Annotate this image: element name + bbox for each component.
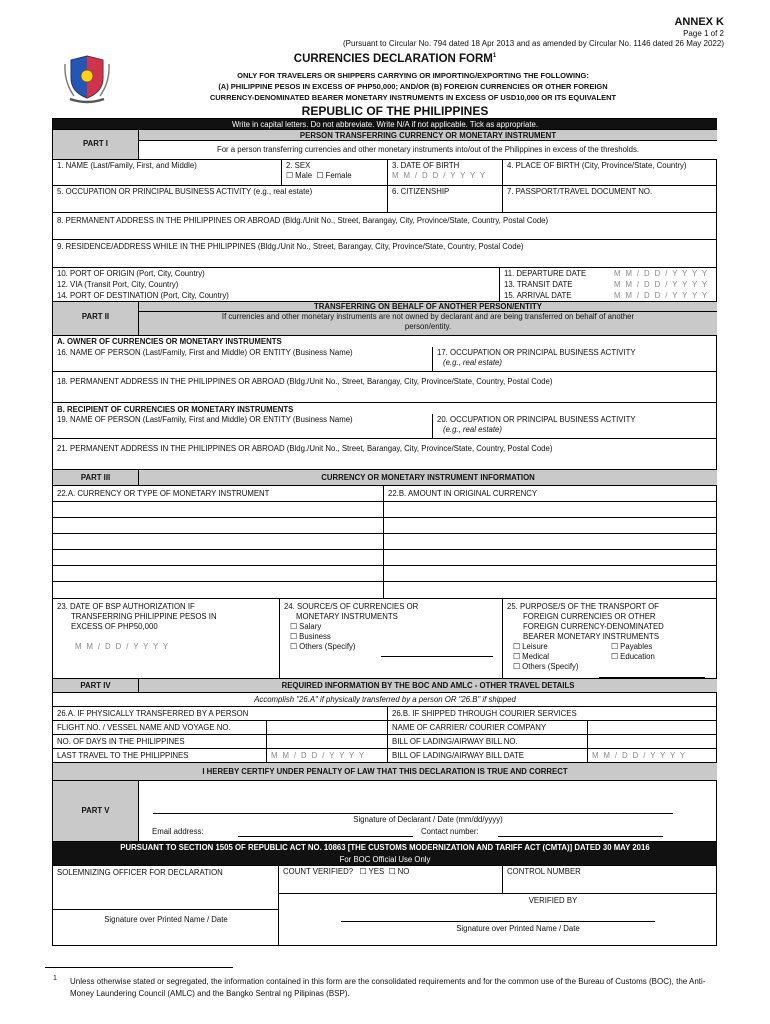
yes-checkbox[interactable]: ☐ YES bbox=[359, 867, 385, 876]
amount-row-3[interactable] bbox=[384, 534, 717, 550]
dob-field[interactable] bbox=[388, 160, 503, 186]
via-label: 12. VIA (Transit Port, City, Country) bbox=[57, 280, 179, 289]
republic-heading: REPUBLIC OF THE PHILIPPINES bbox=[301, 104, 489, 118]
citizenship-label: 6. CITIZENSHIP bbox=[392, 187, 450, 196]
transit-date-label: 13. TRANSIT DATE bbox=[504, 280, 573, 289]
signature-line[interactable] bbox=[153, 813, 673, 814]
purpose-label-4: BEARER MONETARY INSTRUMENTS bbox=[523, 632, 660, 641]
business-checkbox[interactable]: ☐ Business bbox=[290, 632, 331, 641]
salary-checkbox[interactable]: ☐ Salary bbox=[290, 622, 322, 631]
section-26b-heading: 26.B. IF SHIPPED THROUGH COURIER SERVICES bbox=[388, 707, 717, 721]
part2-label: PART II bbox=[53, 302, 139, 336]
bsp-label-1: 23. DATE OF BSP AUTHORIZATION IF bbox=[57, 602, 195, 611]
part4-heading: REQUIRED INFORMATION BY THE BOC AND AMLC - OTHER TRAVEL DETAILS bbox=[139, 679, 717, 693]
part3-label: PART III bbox=[53, 470, 139, 486]
contact-line[interactable] bbox=[498, 836, 663, 837]
sex-field bbox=[282, 160, 388, 186]
recipient-occupation-example: (e.g., real estate) bbox=[443, 425, 502, 434]
bill-date-input[interactable]: M M / D D / Y Y Y Y bbox=[588, 749, 717, 763]
permanent-address-field[interactable] bbox=[53, 213, 717, 240]
carrier-label: NAME OF CARRIER/ COURIER COMPANY bbox=[388, 721, 588, 735]
departure-date-label: 11. DEPARTURE DATE bbox=[504, 269, 587, 278]
footnote-divider bbox=[45, 967, 233, 968]
part4-label: PART IV bbox=[53, 679, 139, 693]
amount-row-2[interactable] bbox=[384, 518, 717, 534]
recipient-address-field[interactable] bbox=[53, 439, 717, 470]
owner-occupation-field[interactable] bbox=[433, 347, 717, 372]
part4-note: Accomplish "26.A" if physically transferred by a person OR "26.B" if shipped bbox=[53, 693, 717, 707]
residence-address-label: 9. RESIDENCE/ADDRESS WHILE IN THE PHILIPPINES (Bldg./Unit No., Street, Barangay, City, Province/State, Country, Postal Code) bbox=[57, 242, 524, 251]
occupation-label: 5. OCCUPATION OR PRINCIPAL BUSINESS ACTIVITY (e.g., real estate) bbox=[57, 187, 313, 196]
solemnizing-signature-caption: Signature over Printed Name / Date bbox=[104, 915, 228, 924]
bill-date-label: BILL OF LADING/AIRWAY BILL DATE bbox=[388, 749, 588, 763]
bsp-label-3: EXCESS OF PHP50,000 bbox=[71, 622, 158, 631]
passport-field[interactable] bbox=[503, 186, 717, 213]
currency-row-1[interactable] bbox=[53, 502, 384, 518]
verified-by-label: VERIFIED BY bbox=[528, 896, 578, 905]
part2-description: If currencies and other monetary instruments are not owned by declarant and are being transferred on behalf of another person/entity. bbox=[139, 312, 717, 336]
email-label: Email address: bbox=[152, 827, 204, 836]
solemnizing-divider bbox=[53, 909, 279, 910]
occupation-field[interactable] bbox=[53, 186, 388, 213]
permanent-address-label: 8. PERMANENT ADDRESS IN THE PHILIPPINES OR ABROAD (Bldg./Unit No., Street, Barangay, City, Province/State, Country, Postal Code) bbox=[57, 216, 549, 225]
bsp-label-2: TRANSFERRING PHILIPPINE PESOS IN bbox=[71, 612, 217, 621]
amount-header: 22.B. AMOUNT IN ORIGINAL CURRENCY bbox=[384, 486, 717, 502]
page-number: Page 1 of 2 bbox=[683, 29, 724, 38]
source-label-1: 24. SOURCE/S OF CURRENCIES OR bbox=[284, 602, 419, 611]
female-checkbox[interactable]: ☐ Female bbox=[316, 171, 352, 180]
count-verified-label: COUNT VERIFIED? bbox=[283, 867, 354, 876]
verified-by-field[interactable] bbox=[279, 894, 717, 946]
count-verified-field bbox=[279, 866, 503, 894]
owner-name-label: 16. NAME OF PERSON (Last/Family, First and Middle) OR ENTITY (Business Name) bbox=[57, 348, 353, 357]
control-number-field[interactable] bbox=[503, 866, 717, 894]
part3-heading: CURRENCY OR MONETARY INSTRUMENT INFORMATION bbox=[139, 470, 717, 486]
currency-type-header: 22.A. CURRENCY OR TYPE OF MONETARY INSTRUMENT bbox=[53, 486, 384, 502]
amount-row-4[interactable] bbox=[384, 550, 717, 566]
owner-occupation-label: 17. OCCUPATION OR PRINCIPAL BUSINESS ACTIVITY bbox=[437, 348, 636, 357]
bsp-authorization-field[interactable] bbox=[53, 599, 280, 679]
recipient-occupation-label: 20. OCCUPATION OR PRINCIPAL BUSINESS ACTIVITY bbox=[437, 415, 636, 424]
official-use-label: For BOC Official Use Only bbox=[339, 855, 431, 864]
others-purpose-checkbox[interactable]: ☐ Others (Specify) bbox=[513, 662, 579, 671]
port-of-origin-label: 10. PORT OF ORIGIN (Port, City, Country) bbox=[57, 269, 205, 278]
travel-dates-field[interactable] bbox=[500, 268, 717, 302]
place-of-birth-label: 4. PLACE OF BIRTH (City, Province/State, Country) bbox=[507, 161, 687, 170]
recipient-name-label: 19. NAME OF PERSON (Last/Family, First and Middle) OR ENTITY (Business Name) bbox=[57, 415, 353, 424]
residence-address-field[interactable] bbox=[53, 240, 717, 268]
subtitle-line-1: ONLY FOR TRAVELERS OR SHIPPERS CARRYING OR IMPORTING/EXPORTING THE FOLLOWING: bbox=[237, 71, 589, 80]
currency-row-2[interactable] bbox=[53, 518, 384, 534]
amount-row-1[interactable] bbox=[384, 502, 717, 518]
recipient-occupation-field[interactable] bbox=[433, 414, 717, 439]
passport-label: 7. PASSPORT/TRAVEL DOCUMENT NO. bbox=[507, 187, 653, 196]
footnote-number: 1 bbox=[53, 975, 57, 982]
purpose-label-1: 25. PURPOSE/S OF THE TRANSPORT OF bbox=[507, 602, 659, 611]
others-source-checkbox[interactable]: ☐ Others (Specify) bbox=[290, 642, 356, 651]
medical-checkbox[interactable]: ☐ Medical bbox=[513, 652, 550, 661]
part5-label: PART V bbox=[53, 781, 139, 842]
education-checkbox[interactable]: ☐ Education bbox=[611, 652, 655, 661]
dob-label: 3. DATE OF BIRTH bbox=[392, 161, 460, 170]
departure-date-placeholder: M M / D D / Y Y Y Y bbox=[614, 269, 709, 278]
others-purpose-line[interactable] bbox=[599, 677, 705, 678]
flight-label: FLIGHT NO. / VESSEL NAME AND VOYAGE NO. bbox=[53, 721, 267, 735]
section-26a-heading: 26.A. IF PHYSICALLY TRANSFERRED BY A PERSON bbox=[53, 707, 388, 721]
payables-checkbox[interactable]: ☐ Payables bbox=[611, 642, 653, 651]
bill-label: BILL OF LADING/AIRWAY BILL NO. bbox=[388, 735, 588, 749]
recipient-address-label: 21. PERMANENT ADDRESS IN THE PHILIPPINES OR ABROAD (Bldg./Unit No., Street, Barangay, City, Province/State, Country, Postal Code) bbox=[57, 444, 553, 453]
dob-placeholder: M M / D D / Y Y Y Y bbox=[392, 171, 487, 180]
bsp-date-placeholder: M M / D D / Y Y Y Y bbox=[75, 642, 170, 651]
certification-heading: I HEREBY CERTIFY UNDER PENALTY OF LAW THAT THIS DECLARATION IS TRUE AND CORRECT bbox=[53, 763, 717, 781]
section-a-heading: A. OWNER OF CURRENCIES OR MONETARY INSTRUMENTS bbox=[57, 337, 282, 346]
currency-row-5[interactable] bbox=[53, 566, 384, 582]
others-source-row[interactable] bbox=[284, 642, 498, 652]
last-travel-input[interactable]: M M / D D / Y Y Y Y bbox=[267, 749, 388, 763]
part2-heading: TRANSFERRING ON BEHALF OF ANOTHER PERSON/ENTITY bbox=[139, 302, 717, 312]
subtitle-line-3: CURRENCY-DENOMINATED BEARER MONETARY INSTRUMENTS IN EXCESS OF USD10,000 OR ITS EQUIVALENT bbox=[209, 93, 617, 102]
flight-input[interactable] bbox=[267, 721, 388, 735]
last-travel-label: LAST TRAVEL TO THE PHILIPPINES bbox=[53, 749, 267, 763]
section-b-heading: B. RECIPIENT OF CURRENCIES OR MONETARY INSTRUMENTS bbox=[57, 405, 294, 414]
control-number-label: CONTROL NUMBER bbox=[507, 867, 581, 876]
arrival-date-label: 15. ARRIVAL DATE bbox=[504, 291, 572, 300]
transit-date-placeholder: M M / D D / Y Y Y Y bbox=[614, 280, 709, 289]
instructions-bar: Write in capital letters. Do not abbreviate. Write N/A if not applicable. Tick as appropriate. bbox=[53, 119, 717, 130]
sex-label: 2. SEX bbox=[286, 161, 311, 170]
place-of-birth-field[interactable] bbox=[503, 160, 717, 186]
footnote-text: Unless otherwise stated or segregated, the information contained in this form are the consolidated requirements and for the common use of the Bureau of Customs (BOC), the Anti-Money Laundering Council (AMLC) and the Bangko Sentral ng Pilipinas (BSP). bbox=[70, 977, 706, 998]
male-checkbox[interactable]: ☐ Male bbox=[286, 171, 313, 180]
bill-input[interactable] bbox=[588, 735, 717, 749]
declaration-form bbox=[52, 118, 717, 946]
ports-field[interactable] bbox=[53, 268, 500, 302]
no-checkbox[interactable]: ☐ NO bbox=[388, 867, 410, 876]
name-field[interactable] bbox=[53, 160, 282, 186]
solemnizing-field[interactable] bbox=[53, 866, 279, 946]
currency-row-4[interactable] bbox=[53, 550, 384, 566]
owner-address-label: 18. PERMANENT ADDRESS IN THE PHILIPPINES OR ABROAD (Bldg./Unit No., Street, Barangay, City, Province/State, Country, Postal Code) bbox=[57, 377, 553, 386]
amount-row-5[interactable] bbox=[384, 566, 717, 582]
subtitle-line-2: (A) PHILIPPINE PESOS IN EXCESS OF PHP50,000; AND/OR (B) FOREIGN CURRENCIES OR OTHER FOREIGN bbox=[218, 82, 608, 91]
source-field bbox=[280, 599, 503, 679]
recipient-name-field[interactable] bbox=[53, 414, 433, 439]
signature-caption: Signature of Declarant / Date (mm/dd/yyyy) bbox=[353, 815, 503, 824]
citizenship-field[interactable] bbox=[388, 186, 503, 213]
pursuant-note: (Pursuant to Circular No. 794 dated 18 Apr 2013 and as amended by Circular No. 1146 dated 26 May 2022) bbox=[343, 39, 724, 48]
others-source-line[interactable] bbox=[381, 656, 493, 657]
solemnizing-label: SOLEMNIZING OFFICER FOR DECLARATION bbox=[57, 868, 223, 877]
currency-row-6[interactable] bbox=[53, 582, 384, 599]
verified-signature-line[interactable] bbox=[341, 921, 655, 922]
days-label: NO. OF DAYS IN THE PHILIPPINES bbox=[53, 735, 267, 749]
days-input[interactable] bbox=[267, 735, 388, 749]
name-label: 1. NAME (Last/Family, First, and Middle) bbox=[57, 161, 197, 170]
purpose-field bbox=[503, 599, 717, 679]
carrier-input[interactable] bbox=[588, 721, 717, 735]
contact-label: Contact number: bbox=[421, 827, 479, 836]
official-use-bar bbox=[53, 842, 717, 866]
verified-signature-caption: Signature over Printed Name / Date bbox=[456, 924, 580, 933]
part1-heading: PERSON TRANSFERRING CURRENCY OR MONETARY INSTRUMENT bbox=[139, 130, 717, 141]
port-of-destination-label: 14. PORT OF DESTINATION (Port, City, Country) bbox=[57, 291, 229, 300]
leisure-checkbox[interactable]: ☐ Leisure bbox=[513, 642, 548, 651]
form-title: CURRENCIES DECLARATION FORM$^1$ bbox=[293, 53, 497, 65]
amount-row-6[interactable] bbox=[384, 582, 717, 599]
part1-description: For a person transferring currencies and other monetary instruments into/out of the Philippines in excess of the thresholds. bbox=[139, 141, 717, 160]
purpose-label-2: FOREIGN CURRENCIES OR OTHER bbox=[523, 612, 656, 621]
email-line[interactable] bbox=[238, 836, 413, 837]
owner-name-field[interactable] bbox=[53, 347, 433, 372]
cmta-pursuant: PURSUANT TO SECTION 1505 OF REPUBLIC ACT NO. 10863 [THE CUSTOMS MODERNIZATION AND TARIFF ACT (CMTA)] DATED 30 MAY 2016 bbox=[120, 843, 650, 852]
owner-address-field[interactable] bbox=[53, 372, 717, 403]
purpose-label-3: FOREIGN CURRENCY-DENOMINATED bbox=[523, 622, 664, 631]
currency-row-3[interactable] bbox=[53, 534, 384, 550]
part1-label: PART I bbox=[53, 130, 139, 160]
source-label-2: MONETARY INSTRUMENTS bbox=[296, 612, 398, 621]
annex-label: ANNEX K bbox=[674, 16, 724, 28]
arrival-date-placeholder: M M / D D / Y Y Y Y bbox=[614, 291, 709, 300]
owner-occupation-example: (e.g., real estate) bbox=[443, 358, 502, 367]
